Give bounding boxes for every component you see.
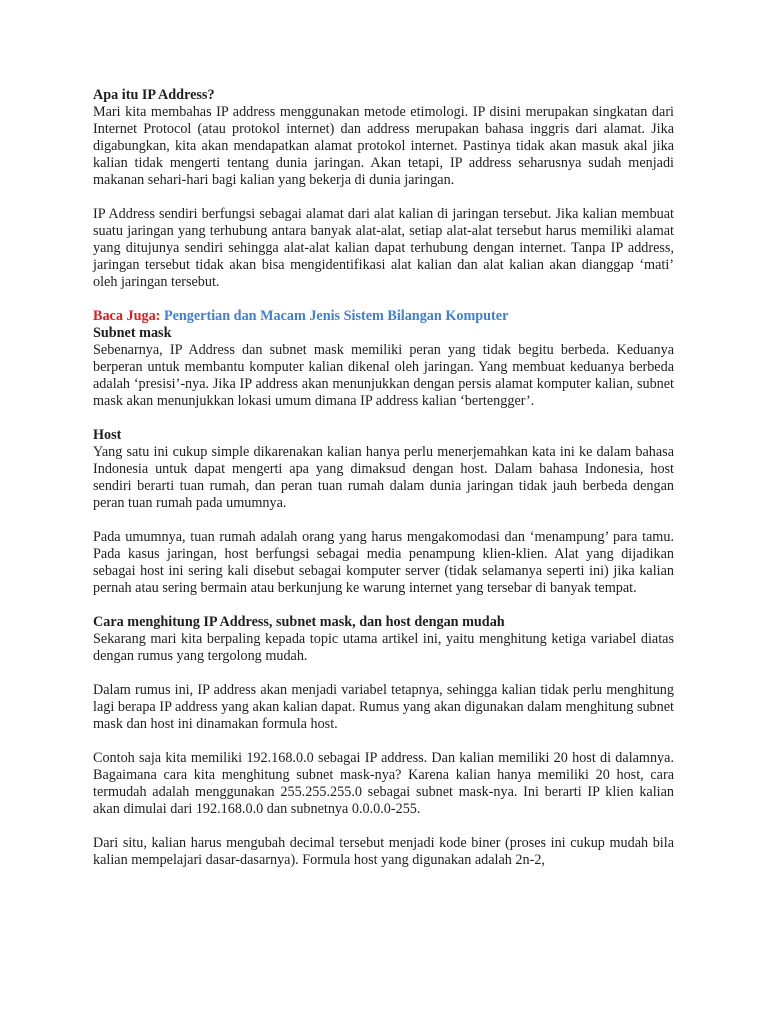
heading-subnet-mask: Subnet mask [93, 325, 172, 341]
baca-juga-line [93, 308, 674, 325]
paragraph-subnet-mask: Sebenarnya, IP Address dan subnet mask memiliki peran yang tidak begitu berbeda. Keduanya berperan untuk membantu komputer kalian dikenal oleh jaringan. Yang membuat keduanya berbeda adalah ‘presisi’-nya. Jika IP address akan menunjukkan dengan persis alamat komputer kalian, subnet mask akan menunjukkan lokasi umum dimana IP address kalian ‘bertengger’. [93, 342, 674, 409]
paragraph-host-fungsi: Pada umumnya, tuan rumah adalah orang yang harus mengakomodasi dan ‘menampung’ para tamu. Pada kasus jaringan, host berfungsi sebagai media penampung klien-klien. Alat yang dijadikan sebagai host ini sering kali disebut sebagai komputer server (tidak selamanya seperti ini) jika kalian pernah atau sering bermain atau berkunjung ke warung internet yang tersebar di banyak tempat. [93, 529, 674, 596]
heading-cara-menghitung: Cara menghitung IP Address, subnet mask, dan host dengan mudah [93, 614, 505, 630]
paragraph-cara-intro: Sekarang mari kita berpaling kepada topic utama artikel ini, yaitu menghitung ketiga variabel diatas dengan rumus yang tergolong mudah. [93, 631, 674, 664]
paragraph-host-arti: Yang satu ini cukup simple dikarenakan kalian hanya perlu menerjemahkan kata ini ke dalam bahasa Indonesia untuk dapat mengerti apa yang dimaksud dengan host. Dalam bahasa Indonesia, host sendiri berarti tuan rumah, dan peran tuan rumah dalam dunia jaringan tidak jauh berbeda dengan peran tuan rumah pada umumnya. [93, 444, 674, 511]
heading-host: Host [93, 427, 122, 443]
document-page [93, 87, 674, 869]
paragraph-ip-etimologi: Mari kita membahas IP address menggunakan metode etimologi. IP disini merupakan singkatan dari Internet Protocol (atau protokol internet) dan address merupakan bahasa inggris dari alamat. Jika digabungkan, kita akan mendapatkan alamat protokol internet. Pastinya tidak akan masuk akal jika kalian tidak mengerti tentang dunia jaringan. Akan tetapi, IP address seharusnya sudah menjadi makanan sehari-hari bagi kalian yang bekerja di dunia jaringan. [93, 104, 674, 188]
heading-ip-address: Apa itu IP Address? [93, 87, 215, 103]
baca-juga-link[interactable]: Pengertian dan Macam Jenis Sistem Bilangan Komputer [163, 308, 509, 324]
paragraph-ip-fungsi: IP Address sendiri berfungsi sebagai alamat dari alat kalian di jaringan tersebut. Jika kalian membuat suatu jaringan yang terhubung antara banyak alat-alat, setiap alat-alat tersebut harus memiliki alamat yang ditujunya sendiri sehingga alat-alat kalian dapat terhubung dengan internet. Tanpa IP address, jaringan tersebut tidak akan bisa mengidentifikasi alat kalian dan alat kalian akan dianggap ‘mati’ oleh jaringan tersebut. [93, 206, 674, 290]
baca-juga-label: Baca Juga: [93, 308, 161, 324]
paragraph-cara-contoh: Contoh saja kita memiliki 192.168.0.0 sebagai IP address. Dan kalian memiliki 20 host di dalamnya. Bagaimana cara kita menghitung subnet mask-nya? Karena kalian hanya memiliki 20 host, cara termudah adalah menggunakan 255.255.255.0 sebagai subnet mask-nya. Ini berarti IP klien kalian akan dimulai dari 192.168.0.0 dan subnetnya 0.0.0.0-255. [93, 750, 674, 817]
paragraph-cara-biner: Dari situ, kalian harus mengubah decimal tersebut menjadi kode biner (proses ini cukup mudah bila kalian mempelajari dasar-dasarnya). Formula host yang digunakan adalah 2n-2, [93, 835, 674, 868]
paragraph-cara-rumus: Dalam rumus ini, IP address akan menjadi variabel tetapnya, sehingga kalian tidak perlu menghitung lagi berapa IP address yang akan kalian dapat. Rumus yang akan digunakan dalam menghitung subnet mask dan host ini dinamakan formula host. [93, 682, 674, 732]
